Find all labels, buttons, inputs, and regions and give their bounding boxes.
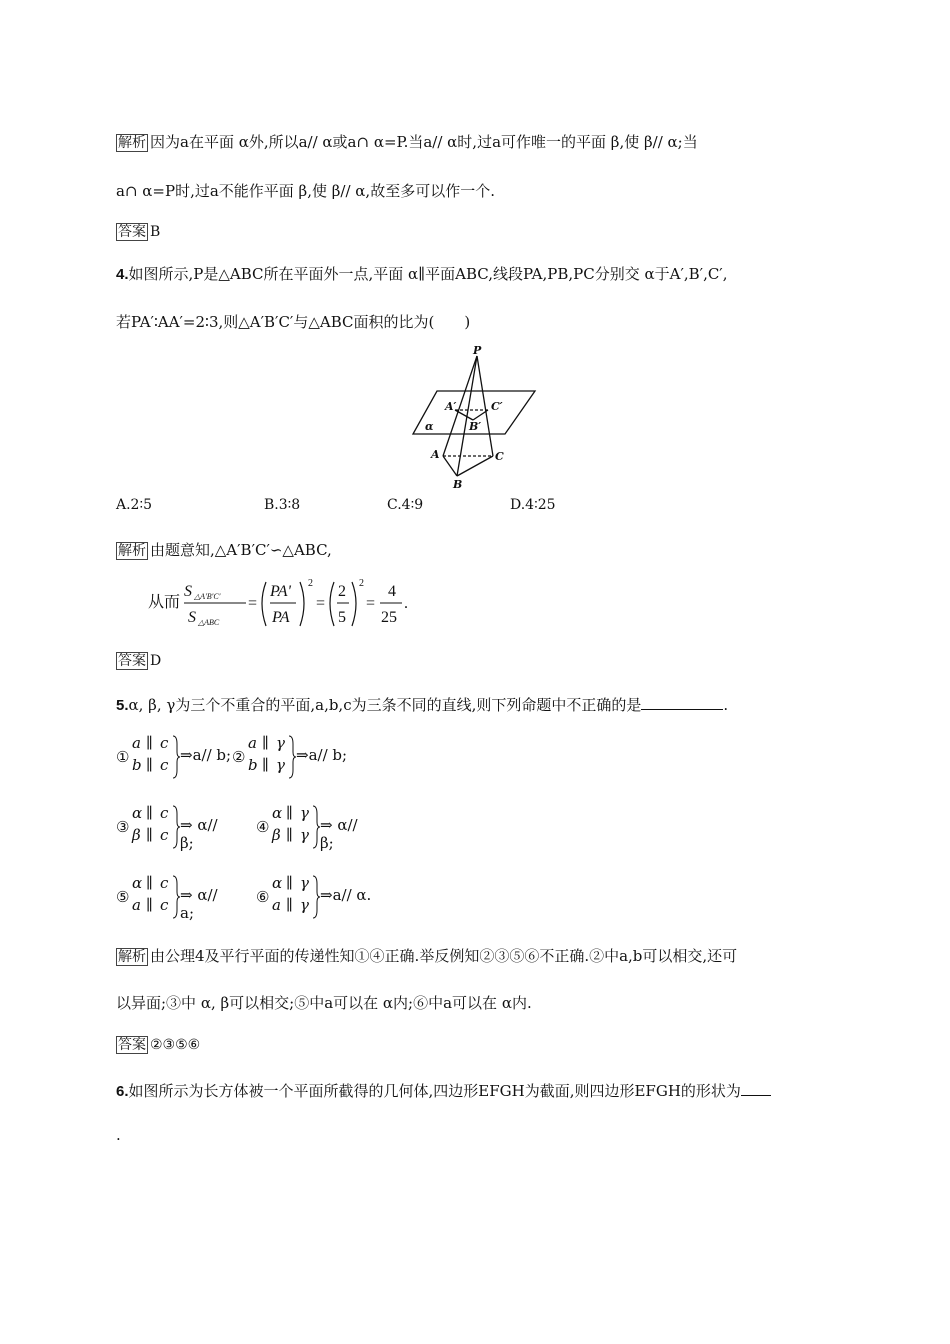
q5-analysis-line2: 以异面;③中 α, β可以相交;⑤中a可以在 α内;⑥中a可以在 α内. [116, 994, 532, 1012]
right-brace [312, 874, 320, 920]
system-2 [232, 734, 352, 780]
system-bottom-right: γ [300, 896, 309, 914]
parallel-symbol: ∥ [286, 804, 293, 822]
q4-line2: 若PA′∶AA′=2∶3,则△A′B′C′与△ABC面积的比为( ) [116, 313, 471, 331]
circled-number: ⑥ [256, 888, 270, 906]
answer-blank [741, 1094, 771, 1096]
q5-analysis-line1 [116, 945, 836, 966]
q4-analysis [116, 539, 836, 560]
question-number: 5. [116, 697, 129, 714]
question-text: 如图所示为长方体被一个平面所截得的几何体,四边形EFGH为截面,则四边形EFGH的形状为 [128, 1082, 741, 1100]
parallel-symbol: ∥ [262, 756, 269, 774]
option-d: D.4∶25 [510, 497, 556, 513]
right-brace [172, 874, 180, 920]
option-a: A.2∶5 [116, 497, 153, 513]
power1: 2 [308, 578, 313, 589]
question-number: 4. [116, 266, 129, 283]
system-result: ⇒a// α. [320, 886, 372, 904]
frac2-den: PA [272, 609, 290, 626]
label-B: B [453, 478, 463, 490]
system-top-right: γ [300, 804, 309, 822]
pyramid-plane-figure [405, 344, 540, 490]
q4-answer [116, 650, 836, 670]
label-alpha: α [425, 420, 434, 433]
p3-analysis-line1 [116, 131, 836, 152]
label-C: C [495, 450, 504, 463]
answer-value: D [150, 653, 162, 669]
right-brace [172, 804, 180, 850]
parallel-symbol: ∥ [146, 734, 153, 752]
formula-eq2: = [316, 595, 326, 612]
analysis-tag: 解析 [118, 949, 146, 965]
frac1-num-sub: △A′B′C′ [194, 592, 221, 601]
frac1-den: S [188, 609, 196, 626]
system-result: ⇒ α// β; [320, 816, 358, 852]
frac3-den: 5 [338, 609, 346, 626]
system-bottom-left: b [132, 756, 142, 774]
system-bottom-right: γ [276, 756, 285, 774]
system-1 [116, 734, 236, 780]
parallel-symbol: ∥ [286, 826, 293, 844]
system-top-left: α [272, 874, 283, 892]
system-top-right: c [160, 874, 169, 892]
parallel-symbol: ∥ [262, 734, 269, 752]
answer-tag: 答案 [118, 653, 146, 669]
circled-number: ② [232, 748, 246, 766]
parallel-symbol: ∥ [286, 874, 293, 892]
p3-answer [116, 221, 836, 241]
power2: 2 [359, 578, 364, 589]
parallel-symbol: ∥ [146, 756, 153, 774]
formula-eq1: = [248, 595, 258, 612]
option-b: B.3∶8 [264, 497, 301, 513]
system-result: ⇒ α// β; [180, 816, 218, 852]
circled-number: ④ [256, 818, 270, 836]
system-top-right: γ [300, 874, 309, 892]
q6-line2: . [116, 1126, 121, 1144]
system-bottom-right: c [160, 896, 169, 914]
analysis-text: 由题意知,△A′B′C′∽△ABC, [150, 541, 332, 559]
label-B1: B′ [469, 420, 482, 433]
answer-blank [641, 708, 723, 710]
answer-value: ②③⑤⑥ [150, 1037, 201, 1053]
option-c: C.4∶9 [387, 497, 424, 513]
parallel-symbol: ∥ [286, 896, 293, 914]
formula-eq3: = [366, 595, 376, 612]
question-number: 6. [116, 1083, 129, 1100]
area-ratio-formula [148, 574, 428, 634]
frac4-num: 4 [388, 583, 396, 600]
label-C1: C′ [491, 400, 503, 413]
label-P: P [473, 344, 482, 357]
analysis-tag: 解析 [118, 543, 146, 559]
formula-end: . [404, 595, 408, 612]
system-top-left: α [132, 804, 143, 822]
frac1-num: S [184, 583, 192, 600]
q6-line1 [116, 1080, 836, 1101]
label-A1: A′ [445, 400, 457, 413]
right-brace [288, 734, 296, 780]
parallel-symbol: ∥ [146, 896, 153, 914]
parallel-symbol: ∥ [146, 874, 153, 892]
system-bottom-right: c [160, 826, 169, 844]
system-bottom-right: c [160, 756, 169, 774]
frac1-den-sub: △ABC [198, 618, 220, 627]
answer-value: B [150, 224, 161, 240]
parallel-symbol: ∥ [146, 826, 153, 844]
circled-number: ③ [116, 818, 130, 836]
answer-tag: 答案 [118, 1037, 146, 1053]
right-brace [172, 734, 180, 780]
formula-prefix: 从而 [148, 594, 181, 611]
analysis-tag: 解析 [118, 135, 146, 151]
system-bottom-left: β [272, 826, 281, 844]
question-text: 如图所示,P是△ABC所在平面外一点,平面 α∥平面ABC,线段PA,PB,PC分别交 α于A′,B′,C′, [128, 265, 728, 283]
frac2-num: PA' [270, 583, 291, 600]
system-top-right: c [160, 734, 169, 752]
frac4-den: 25 [381, 609, 397, 626]
system-top-right: γ [276, 734, 285, 752]
answer-tag: 答案 [118, 224, 146, 240]
circled-number: ① [116, 748, 130, 766]
system-bottom-left: a [272, 896, 281, 914]
system-top-left: a [132, 734, 141, 752]
frac3-num: 2 [338, 583, 346, 600]
system-result: ⇒a// b; [296, 746, 348, 764]
system-result: ⇒a// b; [180, 746, 232, 764]
right-brace [312, 804, 320, 850]
analysis-text: 由公理4及平行平面的传递性知①④正确.举反例知②③⑤⑥不正确.②中a,b可以相交,还可 [150, 947, 738, 965]
analysis-text: 因为a在平面 α外,所以a// α或a∩ α=P.当a// α时,过a可作唯一的平面 β,使 β// α;当 [150, 133, 698, 151]
system-6 [256, 874, 376, 920]
system-bottom-right: γ [300, 826, 309, 844]
label-A: A [431, 448, 440, 461]
q5-answer [116, 1034, 836, 1054]
circled-number: ⑤ [116, 888, 130, 906]
system-5 [116, 874, 236, 920]
q5-line1-end: . [723, 696, 729, 714]
system-bottom-left: β [132, 826, 141, 844]
system-4 [256, 804, 376, 850]
system-3 [116, 804, 236, 850]
q5-line1 [116, 694, 836, 715]
system-bottom-left: a [132, 896, 141, 914]
question-text: α, β, γ为三个不重合的平面,a,b,c为三条不同的直线,则下列命题中不正确的是 [128, 696, 642, 714]
system-top-left: a [248, 734, 257, 752]
parallel-symbol: ∥ [146, 804, 153, 822]
q4-line1 [116, 263, 836, 284]
system-top-right: c [160, 804, 169, 822]
system-top-left: α [132, 874, 143, 892]
system-top-left: α [272, 804, 283, 822]
system-result: ⇒ α// a; [180, 886, 218, 922]
system-bottom-left: b [248, 756, 258, 774]
p3-analysis-line2: a∩ α=P时,过a不能作平面 β,使 β// α,故至多可以作一个. [116, 182, 495, 200]
